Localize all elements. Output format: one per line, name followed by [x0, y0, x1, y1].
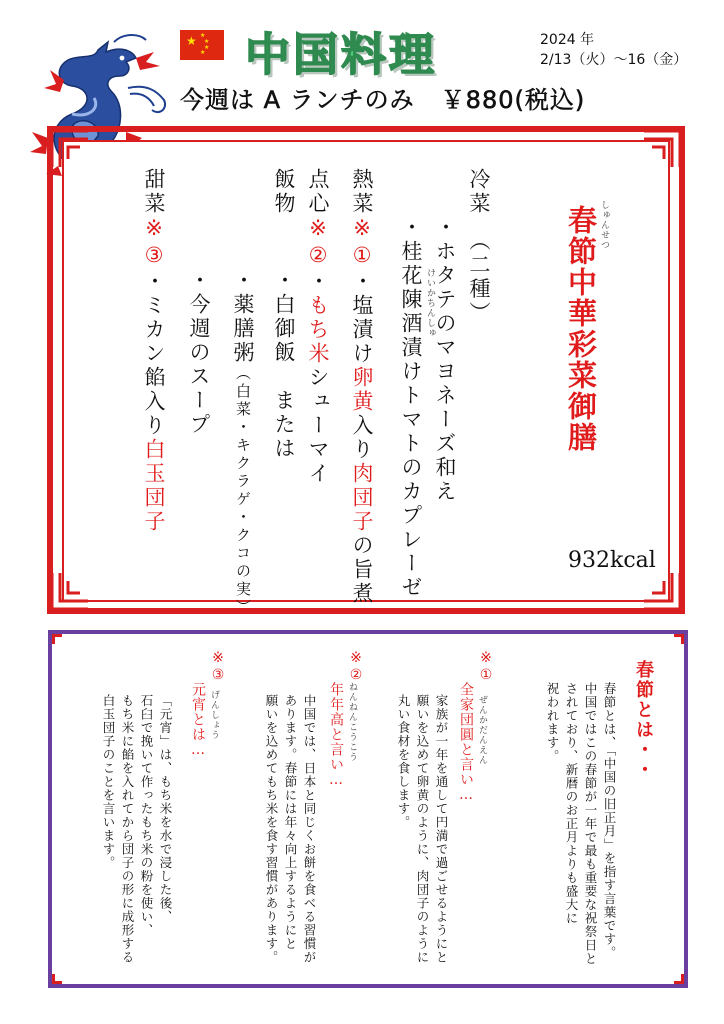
intro-line: 春節とは、「中国の旧正月」を指す言葉です。 [602, 682, 617, 960]
note-3-line: もち米に餡を入れてから団子の形に成形する [120, 694, 135, 964]
lattice-corner-icon [642, 571, 682, 611]
note-1-line: 家族が一年を通して円満で過ごせるようにと [434, 694, 449, 964]
info-corner [674, 634, 684, 644]
note-mark-3: ※③ [142, 216, 166, 270]
note-3-mark: ※③ [210, 650, 226, 684]
glutinous-rice: もち米 [306, 294, 330, 366]
menu-line-rice-label: 飯物 [272, 168, 296, 216]
lattice-corner-icon [642, 129, 682, 169]
meatball: 肉団子 [350, 462, 374, 534]
dessert-label: 甜菜 [142, 168, 166, 216]
containing: 入り [350, 414, 374, 462]
china-flag-icon: ★ ★ ★ ★ ★ [180, 30, 224, 60]
shiratama: 白玉団子 [142, 438, 166, 534]
menu-line-white-rice: ・白御飯 または [272, 245, 296, 461]
intro-line: されており、新暦のお正月よりも盛大に [564, 682, 579, 925]
note-1-title: 全家団圓と言い… [458, 682, 474, 804]
note-3-ruby: げんしょう [209, 690, 219, 740]
note-2-mark: ※② [348, 650, 364, 684]
menu-line-cold-dish: 冷菜 （二種） [467, 168, 491, 326]
note-2-title: 年年高と言い… [328, 682, 344, 789]
menu-line-dim-sum [305, 168, 331, 486]
note-2-line: あります。春節には年々向上するようにと [283, 694, 298, 951]
info-corner [674, 974, 684, 984]
menu-line-tomato: ・桂花陳酒漬けトマトのカプレーゼ [399, 168, 423, 600]
banquet-title: 春節中華彩菜御膳 [564, 205, 598, 453]
info-heading: 春節とは・・ [633, 660, 654, 780]
note-2-line: 願いを込めてもち米を食す習慣があります。 [264, 694, 279, 964]
note-3-line: 白玉団子のことを言います。 [101, 694, 116, 870]
info-corner [52, 974, 62, 984]
note-2-ruby: ねんねんこうこう [347, 682, 357, 762]
salted: ・塩漬け [350, 270, 374, 366]
menu-line-dessert [141, 168, 167, 534]
intro-line: 祝われます。 [545, 682, 560, 763]
menu-line-hot-dish [349, 168, 375, 606]
menu-line-soup: ・今週のスープ [187, 245, 211, 437]
note-mark-2: ※② [306, 216, 330, 270]
lattice-corner-icon [50, 571, 90, 611]
info-corner [52, 634, 62, 644]
lattice-corner-icon [50, 129, 90, 169]
note-3-line: 石臼で挽いて作ったもち米の粉を使い、 [139, 694, 154, 937]
stew: の旨煮 [350, 534, 374, 606]
egg-yolk: 卵黄 [350, 366, 374, 414]
menu-line-congee [230, 245, 256, 617]
shumai: シューマイ [306, 366, 330, 486]
note-1-line: 丸い食材を食します。 [396, 694, 411, 829]
note-3-line: 「元宵」は、もち米を水で浸した後、 [158, 694, 173, 924]
date-block [540, 30, 687, 70]
price: ￥880(税込) [440, 86, 586, 114]
note-2-line: 中国では、日本と同じくお餅を食べる習慣が [302, 694, 317, 964]
date-year: 2024 年 [540, 32, 595, 48]
date-range: 2/13（火）～16（金） [540, 52, 688, 68]
calorie-count: 932kcal [568, 548, 656, 573]
keika-ruby: けいかちんしゅ [425, 268, 435, 338]
note-1-ruby: ぜんかだんえん [477, 695, 487, 765]
note-3-title: 元宵とは… [190, 682, 206, 759]
mikan: ・ミカン餡入り [142, 270, 166, 438]
note-mark-1: ※① [350, 216, 374, 270]
note-1-mark: ※① [478, 650, 494, 684]
lunch-subtitle [180, 80, 585, 115]
menu-line-scallop: ・ホタテのマヨネーズ和え [433, 168, 457, 504]
banquet-ruby: しゅんせつ [599, 200, 609, 250]
page-title: 中国料理 [245, 28, 438, 81]
note-1-line: 願いを込めて卵黄のように、肉団子のように [415, 694, 430, 964]
subtitle-text: 今週は A ランチのみ [180, 86, 415, 114]
dot: ・ [306, 270, 330, 294]
congee: ・薬膳粥 [231, 245, 255, 365]
dim-sum-label: 点心 [306, 168, 330, 216]
intro-line: 中国ではこの春節が一年で最も重要な祝祭日と [583, 682, 598, 966]
congee-ingredients: （白菜・キクラゲ・クコの実） [234, 365, 252, 617]
hot-dish-label: 熱菜 [350, 168, 374, 216]
